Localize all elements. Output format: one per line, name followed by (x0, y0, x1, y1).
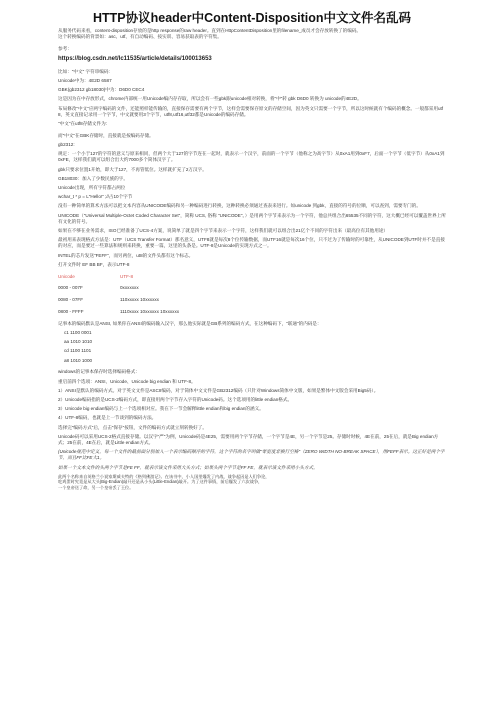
paragraph-line: "中文"在utf8存储文件为： (58, 121, 111, 127)
paragraph-line: Unicode码可以采用UCS-2格式直接存储。以汉字"严"为例，Unicode码是4E25，需要用两个字节存储，一个字节是4E，另一个字节是25。存储时时候，4E在前，25在后，就是Big endian方式；25在前，4E在后，就是Little endian方式。 (58, 433, 439, 446)
paragraph-line: wchar_t * p = L"Hello!" ;//占10个字节 (58, 194, 133, 200)
paragraph-line: GBK(gb2312 gb18030)中为：D6D0 CEC4 (58, 87, 145, 93)
paragraph-line: windows的记事本保存时选择编码格式： (58, 369, 140, 375)
paragraph-line: 4）UTF-8编码，也就是上一节谈到的编码方法。 (58, 415, 157, 421)
page-title: HTTP协议header中Content-Disposition中文文件名乱码 (92, 11, 412, 25)
binary-row: a8 1010 1000 (64, 357, 93, 363)
table-cell: 110xxxxx 10xxxxxx (120, 297, 159, 303)
paragraph-line: Unicode中为：4E2D 6587 (58, 78, 112, 83)
paragraph-line: 重启前四个选项：ANSI、Unicode、Unicode big endian 和 UTF-8。 (58, 378, 196, 384)
paragraph-line: 选择完"编码方式"后，点击"保存"按钮，文件的编码方式就立刻转换好了。 (58, 424, 207, 430)
paragraph-line: 如果一个文本文件的头两个字节是FE FF，就表示该文件采用大头方式；如果头两个字节是FF FE，就表示该文件采用小头方式。 (58, 464, 318, 470)
paragraph-line: gb2312: (58, 142, 75, 148)
intro-line-2: 这个转换编码的背景如：asc、utf、有自动编码、按实训、容易获取表的字符集。 (58, 34, 222, 40)
paragraph-line: 记事本的编码默认是ANSI, 如果你在ANSI的编码输入汉字，那么他实际就是GB系列的编码方式，在这种编码下，"联通"的内码是： (58, 320, 322, 326)
footer-note-line: 一个皇帝送了命，另一个皇帝丢了王位。 (58, 485, 134, 491)
paragraph-line: 1）ANSI是默认的编码方式。对于英文文件是ASCII编码，对于简体中文文件是GB2312编码（只针对Windows简体中文版，如果是繁体中文版会采用Big5码）。 (58, 387, 379, 393)
paragraph-line: gbk只要求位置1开始，即大于127，不再管低位。这样就扩充了2万汉字。 (58, 166, 207, 172)
paragraph-line: 2）Unicode编码指的是UCS-2编码方式，即直接用两个字节存入字符的Unicode码。这个选项用的little endian格式。 (58, 397, 293, 403)
paragraph-line: 打开文件时 EF BB BF，表示UTF-8 (58, 261, 130, 267)
binary-row: cd 1100 1101 (64, 348, 92, 354)
paragraph-line: 没有一种简单的算术方法可以把文本内容从UNICODE编码和另一种编码进行转换，这种转换必须通过查表来进行。如unicode 到gbk，直接的符号的位顺，可以查到，需要专门的。 (58, 203, 421, 209)
footer-note-line: 此两个名称来自英格兰小说家斯威夫特的《格列佛游记》。在该书中，小人国里爆发了内战，战争起因是人们争论， (58, 473, 270, 479)
paragraph-line: 这是因为在中存放形式，chrome内部统一用Unicode编内存存取，所以会有一些gbk跟unicode相对转换，将"中"转 gbk D6D0 转换为 unicode的4E2D。 (58, 96, 362, 102)
table-cell: 0800 - FFFF (58, 309, 84, 315)
intro-line-1: 从服务代码来看，content-disposition存放的是http response的raw header。直到在HttpContentDisposition里的filename_成员才会存放转换了的编码。 (58, 28, 362, 33)
paragraph-line: INTEL的芯片发送"FEFF"，而另两位，ut8的文件头都有这个标志。 (58, 252, 194, 258)
footer-note-line: 吃鸡蛋时究竟是从大头(Big-Endian)敲开还是从小头(Little-Endian)敲开。为了这件事情，前后爆发了六次战争， (58, 479, 263, 485)
table-header-cell: UTF-8 (120, 273, 134, 279)
paragraph-line: 规定：一个小于127的字符的意义与原来相同，但两个大于127的字节连在一起时，就表示一个汉字，前面的一个字节（他称之为高字节）从0xA1用到0xF7，后面一个字节（低字节）从0xA1到0xFE，这样我们就可以组合出大约7000多个简体汉字了。 (58, 151, 445, 163)
paragraph-line: 比如："中文" 字符串编码: (58, 68, 110, 74)
paragraph-line: Unicode出现，所有字符都占两位 (58, 185, 126, 191)
reference-label: 参考： (58, 46, 72, 51)
paragraph-line: 最初用来表现格式方法是：UTF（UCS Transfer Format）那名意义，UTF8就是每次8个位传输数据，而UTF16就是每次16个位，只不过为了传输时的可靠性，从UNICODE到UTF时并不是直接的对应，而是要过一些算法和规则来转换，重要一篇，这里的头条是。UTF-8是Unicode的实现方式之一。 (58, 237, 445, 249)
reference-link[interactable]: https://blog.csdn.net/lc11535/article/details/100013653 (58, 56, 212, 63)
binary-row: aa 1010 1010 (64, 339, 93, 345)
table-cell: 0000 - 007F (58, 285, 83, 291)
paragraph-line: UNICODE（"Universal Multiple-Octet Coded Character Set"，简称 UCS, 俗称 "UNICODE"。）是用两个字节来表示为一个字符，他总共组合出65535不同的字符，这大概已经可以覆盖世界上所有文化的符号。 (58, 212, 446, 224)
paragraph-line: 如果在不够在业务需求，ISO已经准备了UCS-4方案，说简单了就是四个字节来表示一个字符，这样我们就可以组合出21亿个不同的字符出来（最高位有其他用途） (58, 228, 389, 234)
paragraph-line: (Unicode规范中定义，每一个文件的最前面分别加入一个表示编码顺序的字符，这个字符的名字叫做"零宽度非换行空格"（ZERO WIDTH NO-BREAK SPACE），用FEFF表示。这正好是两个字节，而且FF比FE大1。 (58, 449, 445, 461)
table-cell: 1110xxxx 10xxxxxx 10xxxxxx (120, 309, 180, 315)
table-header-cell: Unicode (58, 273, 75, 279)
paragraph-line: 布局修改"中文"应两字编码的文件，还能照样能传输的，直接保存需要有两个字节，这样会需要保存原文的存储空间，因为英文只需要一个字节，所以这时候就有个编码的概念。一般都采用utf8，英文直接记录用一个字节，中文就要用3个字节，utf8,utf16,utf32都是Unicode的编码存储。 (58, 105, 444, 117)
binary-row: c1 1100 0001 (64, 330, 92, 336)
paragraph-line: GB18030：加入了少数民族的字。 (58, 175, 128, 181)
table-cell: 0080 - 07FF (58, 297, 84, 303)
paragraph-line: 3）Unicode big endian编码与上一个选项相对应。我在下一节会解释little endian和big endian的涵义。 (58, 406, 264, 412)
table-cell: 0xxxxxxx (120, 285, 139, 291)
paragraph-line: 而"中文"在GBK存储时，直接就是按编码存储。 (58, 132, 154, 138)
